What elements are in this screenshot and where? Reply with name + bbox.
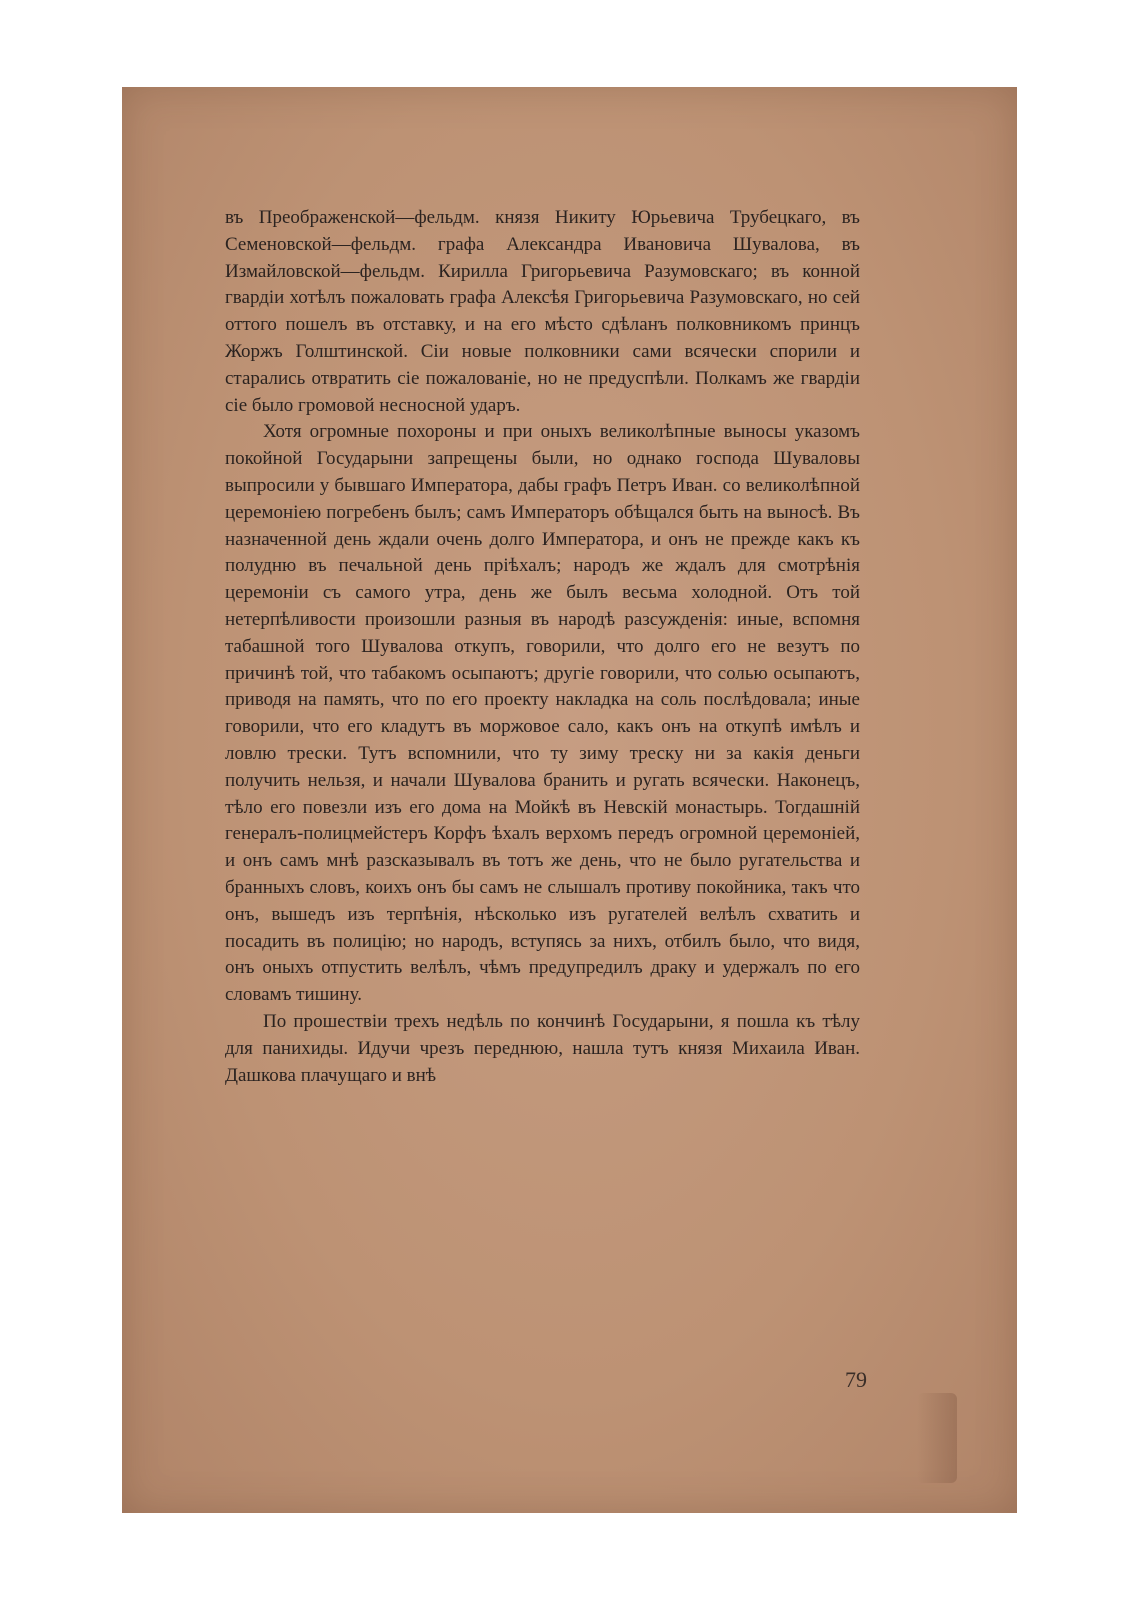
page-edge-shadow <box>917 1393 957 1483</box>
paragraph-1: въ Преображенской—фельдм. князя Никиту Юрьевича Трубецкаго, въ Семеновской—фельдм. графа Александра Ивановича Шувалова, въ Измайловской—фельдм. Кирилла Григорьевича Разумовскаго; въ конной гвардiи хотѣлъ пожаловать графа Алексѣя Григорьевича Разумовскаго, но сей оттого пошелъ въ отставку, и на его мѣсто сдѣланъ полковникомъ принцъ Жоржъ Голштинской. Сiи новые полковники сами всячески спорили и старались отвратить сiе пожалованiе, но не предуспѣли. Полкамъ же гвардiи сiе было громовой несносной ударъ. <box>225 207 860 416</box>
page-number: 79 <box>845 1367 867 1392</box>
paragraph-2: Хотя огромные похороны и при оныхъ великолѣпные выносы указомъ покойной Государыни запрещены были, но однако господа Шуваловы выпросили у бывшаго Императора, дабы графъ Петръ Иван. со великолѣпной церемонiею погребенъ былъ; самъ Императоръ обѣщался быть на выносѣ. Въ назначенной день ждали очень долго Императора, и онъ не прежде какъ къ полудню въ печальной день прiѣхалъ; народъ же ждалъ для смотрѣнiя церемонiи съ самого утра, день же былъ весьма холодной. Отъ той нетерпѣливости произошли разныя въ народѣ разсужденiя: иные, вспомня табашной того Шувалова откупъ, говорили, что долго его не везутъ по причинѣ той, что табакомъ осыпаютъ; другiе говорили, что солью осыпаютъ, приводя на память, что по его проекту накладка на соль послѣдовала; иные говорили, что его кладутъ въ моржовое сало, какъ онъ на откупѣ имѣлъ и ловлю трески. Тутъ вспомнили, что ту зиму треску ни за какiя деньги получить нельзя, и начали Шувалова бранить и ругать всячески. Наконецъ, тѣло его повезли изъ его дома на Мойкѣ въ Невскiй монастырь. Тогдашнiй генералъ-полицмейстеръ Корфъ ѣхалъ верхомъ передъ огромной церемонiей, и онъ самъ мнѣ разсказывалъ въ тотъ же день, что не было ругательства и бранныхъ словъ, коихъ онъ бы самъ не слышалъ противу покойника, такъ что онъ, вышедъ изъ терпѣнiя, нѣсколько изъ ругателей велѣлъ схватить и посадить въ полицiю; но народъ, вступясь за нихъ, отбилъ было, что видя, онъ оныхъ отпустить велѣлъ, чѣмъ предупредилъ драку и удержалъ по его словамъ тишину. <box>225 421 860 1006</box>
paragraph-3: По прошествiи трехъ недѣль по кончинѣ Государыни, я пошла къ тѣлу для панихиды. Идучи чрезъ переднюю, нашла тутъ князя Михаила Иван. Дашкова плачущаго и внѣ <box>225 1010 860 1086</box>
body-text <box>225 205 860 1089</box>
